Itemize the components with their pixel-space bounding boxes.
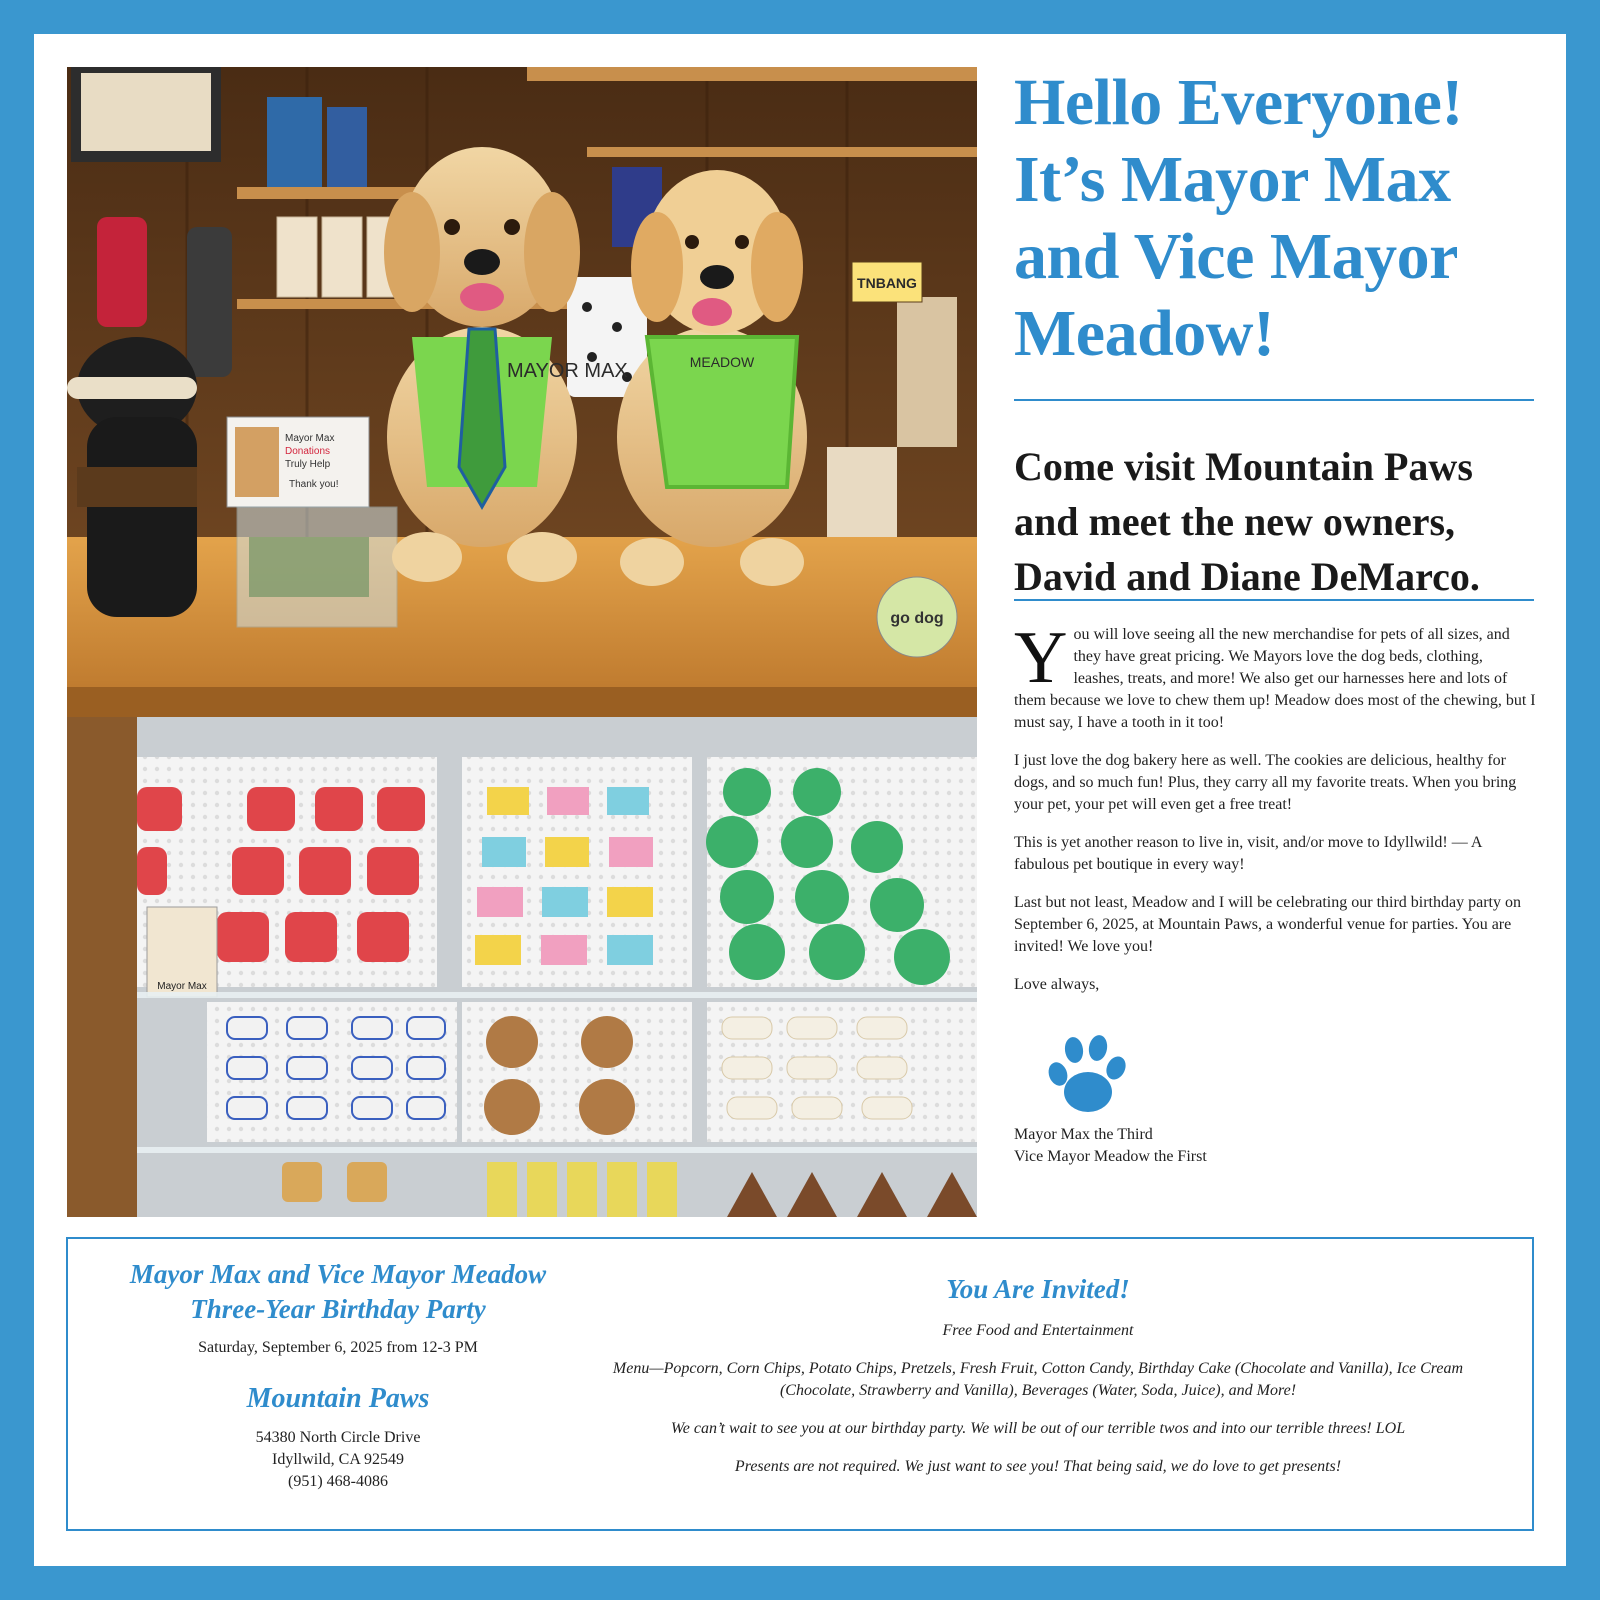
paw-print-icon <box>1044 1034 1128 1118</box>
wait-text: We can’t wait to see you at our birthday party. We will be out of our terrible twos and into our terrible threes! LOL <box>670 1420 1406 1437</box>
max-vest-text: MAYOR MAX <box>507 360 628 382</box>
shelf-sign-text: TNBANG <box>857 275 917 291</box>
party-title <box>68 1257 608 1327</box>
invitation-box <box>66 1237 1534 1531</box>
paragraph-1 <box>1014 617 1536 734</box>
headline-line-1: Hello Everyone! <box>1014 66 1463 139</box>
headline-line-4: Meadow! <box>1014 297 1275 370</box>
paragraph-4: Last but not least, Meadow and I will be celebrating our third birthday party on September 6, 2025, at Mountain Paws, a wonderful venue for parties. You are invited! We love you! <box>1014 894 1521 955</box>
presents-text: Presents are not required. We just want to see you! That being said, we do love to get presents! <box>734 1458 1342 1475</box>
headline <box>1014 64 1544 372</box>
case-tag-text: Mayor Max <box>157 981 207 992</box>
paragraph-2: I just love the dog bakery here as well. The cookies are delicious, healthy for dogs, and so much fun! Plus, they carry all my favorite treats. When you bring your pet, your pet will even get a free treat! <box>1014 752 1517 813</box>
toy-text: go dog <box>890 610 944 627</box>
party-date: Saturday, September 6, 2025 from 12-3 PM <box>198 1339 478 1356</box>
signature-line-1: Mayor Max the Third <box>1014 1126 1153 1143</box>
letter-body <box>1014 617 1536 1012</box>
store-photo <box>67 67 977 1217</box>
drop-cap: Y <box>1014 617 1068 699</box>
meadow-vest-text: MEADOW <box>689 354 755 370</box>
sign-line-1: Mayor Max <box>285 433 335 444</box>
svg-text:Mayor Max Donations <box>285 433 338 490</box>
party-title-line-1: Mayor Max and Vice Mayor Meadow <box>129 1259 547 1289</box>
subhead-line-1: Come visit Mountain Paws <box>1014 444 1473 489</box>
paragraph-3: This is yet another reason to live in, visit, and/or move to Idyllwild! — A fabulous pet boutique in every way! <box>1014 834 1482 873</box>
subhead <box>1014 439 1544 604</box>
address-line-2: Idyllwild, CA 92549 <box>271 1451 404 1468</box>
divider-top <box>1014 399 1534 401</box>
phone-number: (951) 468-4086 <box>288 1473 388 1490</box>
signature-line-2: Vice Mayor Meadow the First <box>1014 1148 1207 1165</box>
venue-address <box>68 1427 608 1493</box>
invitation-message <box>588 1272 1488 1494</box>
party-title-line-2: Three-Year Birthday Party <box>190 1294 486 1324</box>
invited-heading: You Are Invited! <box>946 1274 1130 1304</box>
subhead-line-3: David and Diane DeMarco. <box>1014 554 1480 599</box>
free-food-line: Free Food and Entertainment <box>942 1322 1134 1339</box>
headline-line-3: and Vice Mayor <box>1014 220 1458 293</box>
venue-name: Mountain Paws <box>246 1383 430 1414</box>
headline-line-2: It’s Mayor Max <box>1014 143 1451 216</box>
menu-text: Menu—Popcorn, Corn Chips, Potato Chips, Pretzels, Fresh Fruit, Cotton Candy, Birthday Cake (Chocolate and Vanilla), Ice Cream (Chocolate, Strawberry and Vanilla), Beverages (Water, Soda, Juice), and More! <box>612 1360 1464 1399</box>
sign-line-3: Truly Help <box>285 459 331 470</box>
sign-line-4: Thank you! <box>289 479 339 490</box>
address-line-1: 54380 North Circle Drive <box>255 1429 421 1446</box>
invitation-details <box>68 1257 608 1493</box>
paragraph-1-text: ou will love seeing all the new merchandise for pets of all sizes, and they have great pricing. We Mayors love the dog beds, clothing, leashes, treats, and more! We also get our harnesses here and lots of them because we love to chew them up! Meadow does most of the chewing, but I must say, I have a tooth in it too! <box>1014 626 1536 731</box>
closing: Love always, <box>1014 976 1100 993</box>
divider-bottom <box>1014 599 1534 601</box>
newsletter-page <box>34 34 1566 1566</box>
sign-line-2: Donations <box>285 446 331 457</box>
signature <box>1014 1124 1207 1168</box>
subhead-line-2: and meet the new owners, <box>1014 499 1456 544</box>
